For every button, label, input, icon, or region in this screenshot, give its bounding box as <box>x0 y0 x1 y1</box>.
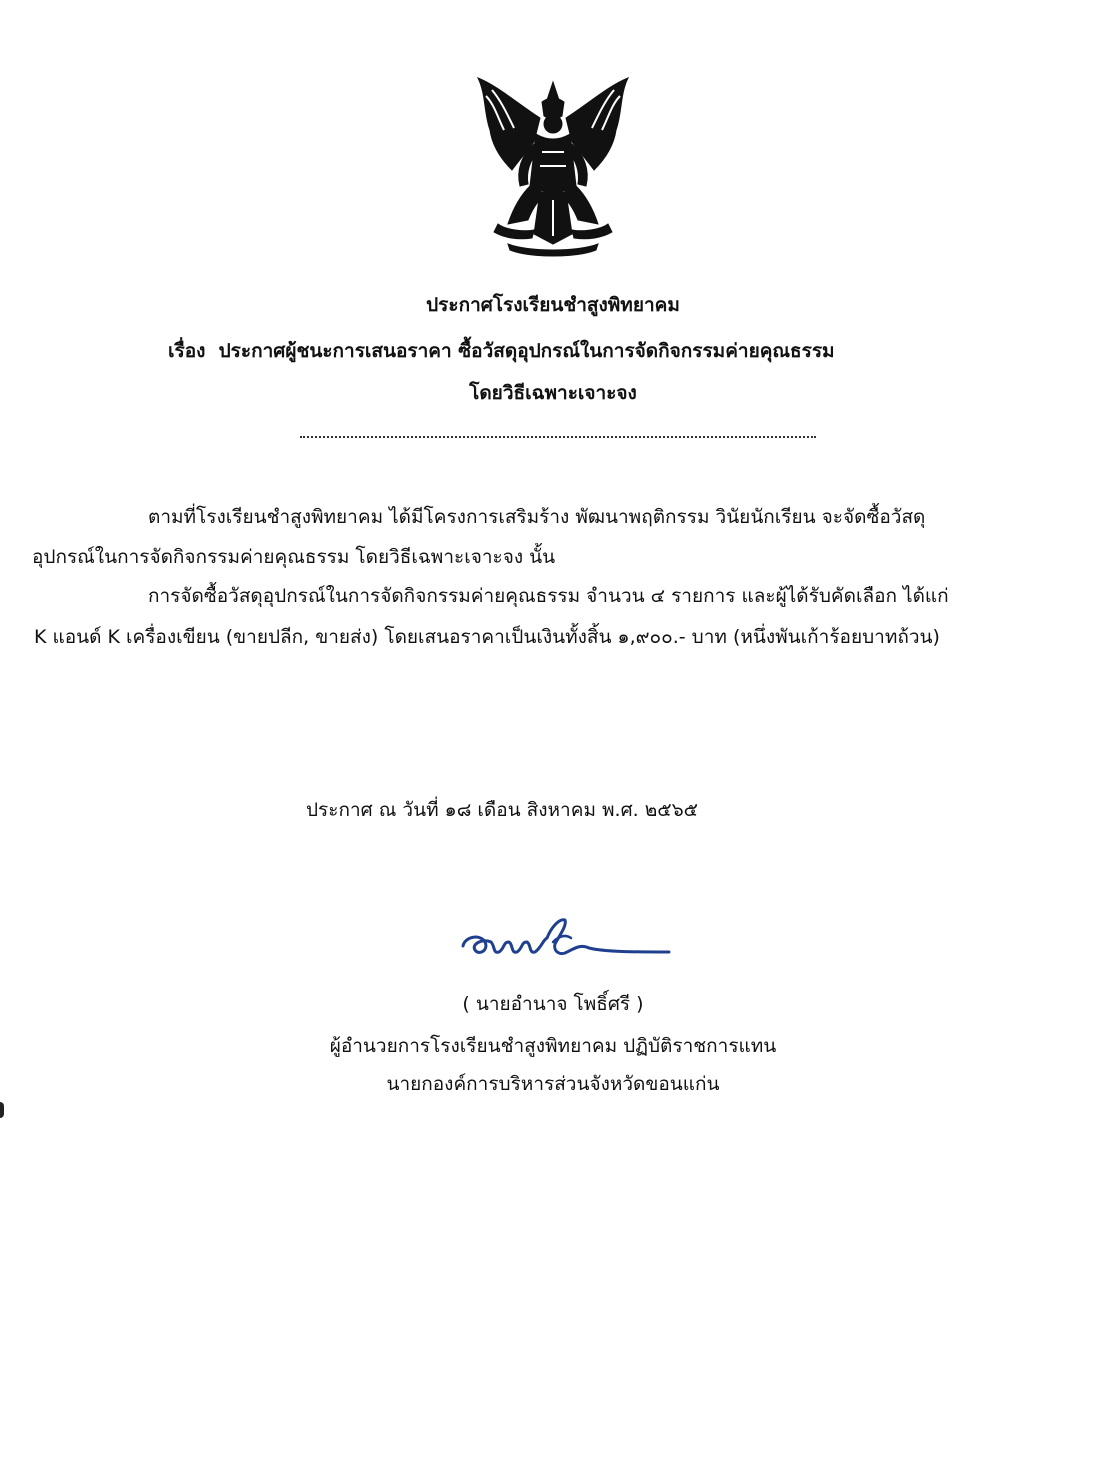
procurement-method: โดยวิธีเฉพาะเจาะจง <box>469 382 637 404</box>
scan-edge-mark <box>0 1102 4 1118</box>
signatory-position-line-1: ผู้อำนวยการโรงเรียนชำสูงพิทยาคม ปฏิบัติราชการแทน <box>329 1035 777 1057</box>
garuda-emblem-icon <box>468 74 638 260</box>
signatory-position-line-2: นายกองค์การบริหารส่วนจังหวัดขอนแก่น <box>386 1073 720 1095</box>
paragraph-2-line-2: K แอนด์ K เครื่องเขียน (ขายปลีก, ขายส่ง) โดยเสนอราคาเป็นเงินทั้งสิ้น ๑,๙๐๐.- บาท (หนึ่งพันเก้าร้อยบาทถ้วน) <box>34 626 940 648</box>
subject-text: ประกาศผู้ชนะการเสนอราคา ซื้อวัสดุอุปกรณ์ในการจัดกิจกรรมค่ายคุณธรรม <box>218 340 835 362</box>
announcement-date: ประกาศ ณ วันที่ ๑๘ เดือน สิงหาคม พ.ศ. ๒๕๖๕ <box>306 799 699 821</box>
subject-line <box>168 338 835 364</box>
paragraph-1-line-2: อุปกรณ์ในการจัดกิจกรรมค่ายคุณธรรม โดยวิธีเฉพาะเจาะจง นั้น <box>32 546 556 568</box>
signature-image <box>455 912 680 972</box>
separator-dotted-line <box>300 436 816 438</box>
paragraph-1-line-1: ตามที่โรงเรียนชำสูงพิทยาคม ได้มีโครงการเสริมร้าง พัฒนาพฤติกรรม วินัยนักเรียน จะจัดซื้อวัสดุ <box>148 506 926 528</box>
document-title: ประกาศโรงเรียนชำสูงพิทยาคม <box>426 294 680 316</box>
paragraph-2-line-1: การจัดซื้อวัสดุอุปกรณ์ในการจัดกิจกรรมค่ายคุณธรรม จำนวน ๔ รายการ และผู้ได้รับคัดเลือก ได้แก่ <box>148 585 949 607</box>
signatory-name: ( นายอำนาจ โพธิ์ศรี ) <box>462 993 644 1015</box>
subject-label: เรื่อง <box>168 340 206 362</box>
